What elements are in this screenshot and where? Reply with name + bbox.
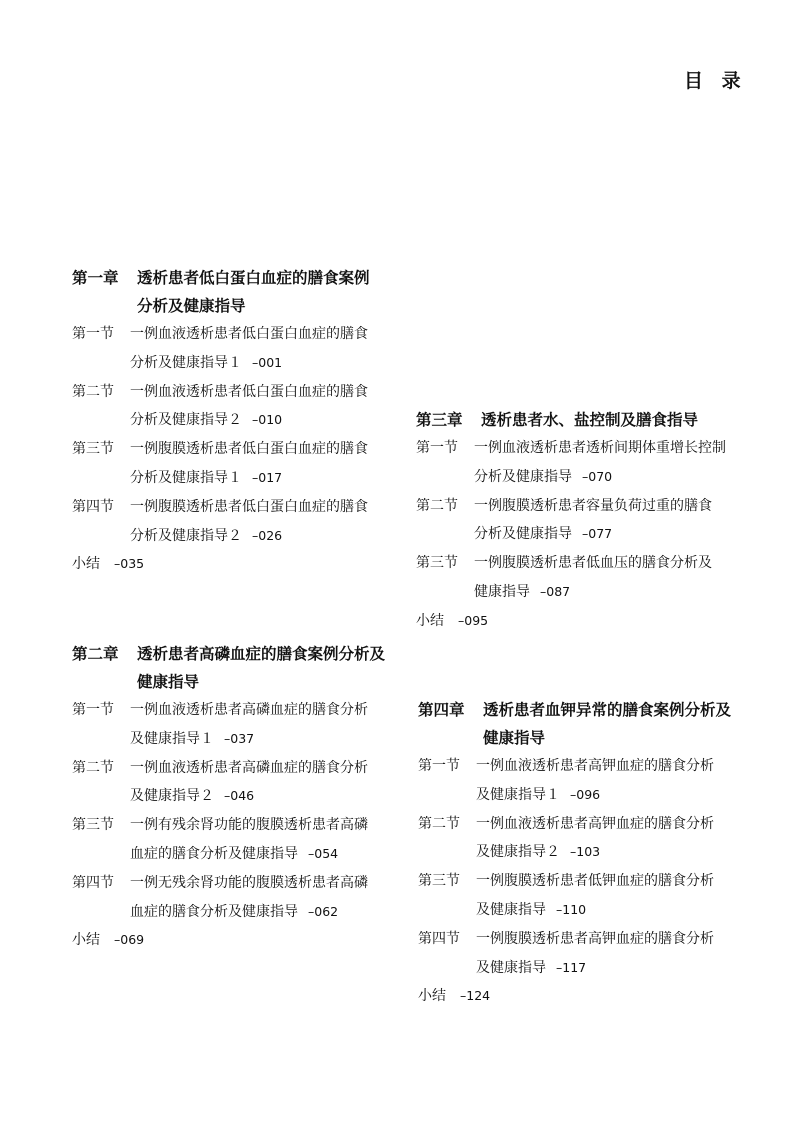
section-number: 第三节 xyxy=(72,441,114,458)
section-4-3[interactable] xyxy=(418,867,731,925)
summary-label: 小结 xyxy=(416,612,444,629)
page-number: –062 xyxy=(308,903,339,919)
section-title: 一例血液透析患者低白蛋白血症的膳食 xyxy=(130,383,368,400)
section-3-1[interactable] xyxy=(416,434,726,492)
section-title-cont: 及健康指导１ xyxy=(130,730,214,747)
chapter-2 xyxy=(72,640,385,955)
summary-1[interactable] xyxy=(72,550,370,579)
section-1-1[interactable] xyxy=(72,320,370,378)
section-3-3[interactable] xyxy=(416,549,726,607)
page-number: –035 xyxy=(114,556,145,572)
section-title: 一例腹膜透析患者容量负荷过重的膳食 xyxy=(474,497,712,514)
chapter-1 xyxy=(72,264,370,579)
summary-label: 小结 xyxy=(72,556,100,573)
chapter-title-cont: 健康指导 xyxy=(137,673,200,691)
section-title: 一例血液透析患者透析间期体重增长控制 xyxy=(474,440,726,456)
summary-label: 小结 xyxy=(418,988,446,1005)
chapter-heading xyxy=(72,640,385,668)
chapter-title-cont: 健康指导 xyxy=(483,729,546,747)
section-title: 一例无残余肾功能的腹膜透析患者高磷 xyxy=(130,874,368,891)
page-number: –077 xyxy=(582,526,613,542)
section-title-cont: 及健康指导２ xyxy=(476,844,560,861)
page-number: –110 xyxy=(556,901,587,917)
section-number: 第二节 xyxy=(72,383,114,400)
section-4-4[interactable] xyxy=(418,925,731,983)
page-number: –037 xyxy=(224,730,255,746)
section-title-cont: 健康指导 xyxy=(474,583,530,600)
section-title: 一例腹膜透析患者低血压的膳食分析及 xyxy=(474,555,712,572)
section-3-2[interactable] xyxy=(416,492,726,550)
section-title: 一例腹膜透析患者低白蛋白血症的膳食 xyxy=(130,498,368,515)
summary-2[interactable] xyxy=(72,926,385,955)
section-number: 第二节 xyxy=(416,497,458,514)
chapter-3 xyxy=(416,406,726,636)
section-title: 一例有残余肾功能的腹膜透析患者高磷 xyxy=(130,817,368,834)
chapter-title: 透析患者低白蛋白血症的膳食案例 xyxy=(137,269,370,287)
section-number: 第一节 xyxy=(416,440,458,456)
section-title: 一例腹膜透析患者低钾血症的膳食分析 xyxy=(476,873,714,890)
section-title: 一例血液透析患者高磷血症的膳食分析 xyxy=(130,702,368,718)
section-title-cont: 分析及健康指导 xyxy=(474,468,572,485)
section-2-2[interactable] xyxy=(72,754,385,812)
section-1-4[interactable] xyxy=(72,493,370,551)
chapter-number: 第四章 xyxy=(418,701,465,719)
section-2-3[interactable] xyxy=(72,811,385,869)
page-number: –054 xyxy=(308,845,339,861)
section-number: 第二节 xyxy=(72,759,114,776)
section-title: 一例血液透析患者高钾血症的膳食分析 xyxy=(476,815,714,832)
section-title-cont: 血症的膳食分析及健康指导 xyxy=(130,903,298,920)
page-number: –087 xyxy=(540,583,571,599)
chapter-number: 第三章 xyxy=(416,411,463,429)
chapter-title: 透析患者血钾异常的膳食案例分析及 xyxy=(483,701,732,719)
page-number: –046 xyxy=(224,788,255,804)
summary-label: 小结 xyxy=(72,932,100,949)
chapter-title-cont: 分析及健康指导 xyxy=(137,297,246,315)
page-number: –001 xyxy=(252,354,283,370)
section-title-cont: 分析及健康指导２ xyxy=(130,527,242,544)
page-number: –017 xyxy=(252,469,283,485)
section-title-cont: 分析及健康指导１ xyxy=(130,354,242,371)
section-title-cont: 分析及健康指导 xyxy=(474,526,572,543)
section-number: 第三节 xyxy=(416,555,458,572)
page-number: –026 xyxy=(252,527,283,543)
section-number: 第四节 xyxy=(72,874,114,891)
chapter-title: 透析患者水、盐控制及膳食指导 xyxy=(481,411,699,429)
section-4-2[interactable] xyxy=(418,810,731,868)
section-number: 第四节 xyxy=(72,498,114,515)
chapter-4 xyxy=(418,696,731,1011)
section-number: 第一节 xyxy=(72,326,114,342)
section-title-cont: 及健康指导１ xyxy=(476,786,560,803)
section-title: 一例血液透析患者低白蛋白血症的膳食 xyxy=(130,326,368,342)
section-title-cont: 血症的膳食分析及健康指导 xyxy=(130,845,298,862)
section-title: 一例腹膜透析患者高钾血症的膳食分析 xyxy=(476,930,714,947)
section-title: 一例血液透析患者高磷血症的膳食分析 xyxy=(130,759,368,776)
summary-3[interactable] xyxy=(416,607,726,636)
section-number: 第一节 xyxy=(418,758,460,774)
section-1-3[interactable] xyxy=(72,435,370,493)
page-number: –069 xyxy=(114,932,145,948)
chapter-heading xyxy=(416,406,726,434)
page-number: –010 xyxy=(252,412,283,428)
chapter-number: 第二章 xyxy=(72,645,119,663)
section-number: 第二节 xyxy=(418,815,460,832)
section-title-cont: 分析及健康指导２ xyxy=(130,412,242,429)
section-1-2[interactable] xyxy=(72,378,370,436)
section-2-1[interactable] xyxy=(72,696,385,754)
section-title-cont: 分析及健康指导１ xyxy=(130,469,242,486)
section-number: 第三节 xyxy=(72,817,114,834)
section-4-1[interactable] xyxy=(418,752,731,810)
chapter-title: 透析患者高磷血症的膳食案例分析及 xyxy=(137,645,386,663)
section-title: 一例腹膜透析患者低白蛋白血症的膳食 xyxy=(130,441,368,458)
page-number: –095 xyxy=(458,612,489,628)
page-number: –124 xyxy=(460,988,491,1004)
section-number: 第四节 xyxy=(418,930,460,947)
section-number: 第一节 xyxy=(72,702,114,718)
page-title: 目 录 xyxy=(684,70,747,92)
section-title-cont: 及健康指导 xyxy=(476,901,546,918)
section-title-cont: 及健康指导２ xyxy=(130,788,214,805)
page-number: –070 xyxy=(582,468,613,484)
page-number: –096 xyxy=(570,786,601,802)
section-2-4[interactable] xyxy=(72,869,385,927)
page-number: –103 xyxy=(570,844,601,860)
chapter-number: 第一章 xyxy=(72,269,119,287)
chapter-heading xyxy=(72,264,370,292)
page-number: –117 xyxy=(556,959,587,975)
section-title-cont: 及健康指导 xyxy=(476,959,546,976)
chapter-heading xyxy=(418,696,731,724)
summary-4[interactable] xyxy=(418,982,731,1011)
section-number: 第三节 xyxy=(418,873,460,890)
section-title: 一例血液透析患者高钾血症的膳食分析 xyxy=(476,758,714,774)
